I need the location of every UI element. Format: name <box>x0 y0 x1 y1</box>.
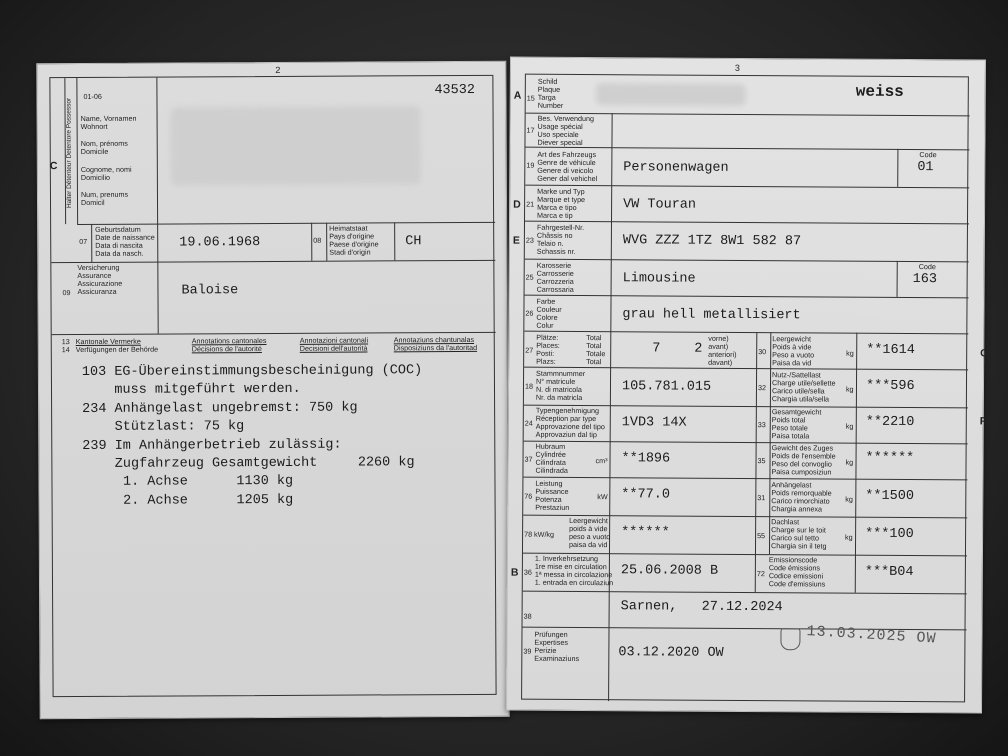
code-72: 72 <box>756 569 765 579</box>
plate-color: weiss <box>855 82 904 101</box>
label-name: Name, Vornamen Wohnort <box>80 113 137 132</box>
remark-line: 234 Anhängelast ungebremst: 750 kg <box>82 400 358 417</box>
roof-load: ***100 <box>865 526 914 543</box>
code-13: 13 <box>61 337 70 347</box>
code-26: 26 <box>525 308 534 318</box>
body-code: 163 <box>912 272 938 288</box>
code-07: 07 <box>79 236 88 247</box>
code-21: 21 <box>526 199 535 209</box>
label-num: Num, prenums Domicil <box>80 189 129 208</box>
label-payload: Nutz-/Sattellast Charge utile/sellette Carico utile/sella Chargia utila/sella <box>771 370 836 404</box>
label-total: Total Total Totale Total <box>586 333 606 367</box>
code-14: 14 <box>61 345 70 355</box>
birth-date: 19.06.1968 <box>179 235 261 251</box>
code-25: 25 <box>525 272 534 282</box>
label-emission: Emissionscode Code émissions Codice emissioni Code d'emissiuns <box>768 555 826 589</box>
remark-line: 2. Achse 1205 kg <box>82 492 294 509</box>
issue-place-date: Sarnen, 27.12.2024 <box>620 599 783 616</box>
code-18: 18 <box>524 381 534 391</box>
label-inspections: Prüfungen Expertises Perizie Examinaziuns <box>534 629 580 663</box>
label-home-state: Heimatstaat Pays d'origine Paese d'origine Stadi d'origin <box>329 223 379 257</box>
label-birth: Geburtsdatum Date de naissance Data di nascita Data da nasch. <box>95 224 155 258</box>
remark-line: 103 EG-Übereinstimmungsbescheinigung (COC) <box>81 363 423 381</box>
remark-line: 1. Achse 1130 kg <box>82 474 294 491</box>
letter-b: B <box>510 566 519 579</box>
code-35: 35 <box>757 456 766 466</box>
label-empty-weight: Leergewicht Poids à vide Peso a vuoto Paisa da vid <box>772 334 815 368</box>
label-first-registration: 1. Inverkehrsetzung 1re mise en circulation 1ª messa in circolazione 1. entrada en circulaziun <box>534 553 614 588</box>
gross-weight: **2210 <box>865 414 915 431</box>
right-frame <box>510 74 989 703</box>
label-seats: Plätze: Places: Posti: Plazs: <box>536 332 560 366</box>
seats-front: 2 <box>694 341 703 357</box>
power-ratio: ****** <box>621 525 670 541</box>
page-number-2: 2 <box>275 64 281 75</box>
code-33: 33 <box>757 420 766 430</box>
make-type: VW Touran <box>623 197 697 213</box>
master-number: 105.781.015 <box>621 379 712 395</box>
label-roof: Dachlast Charge sur le toit Carico sul tetto Chargia sin il tetg <box>770 517 827 551</box>
code-55: 55 <box>757 531 766 541</box>
code-39: 39 <box>523 646 532 656</box>
code-24: 24 <box>524 418 533 428</box>
remark-line: Stützlast: 75 kg <box>82 419 245 436</box>
remark-header-de-2: Verfügungen der Behörde <box>75 344 159 355</box>
unit-kg: kg <box>845 494 853 504</box>
remark-header-de-1: Kantonale Vermerke <box>75 336 141 347</box>
letter-a: A <box>513 89 522 102</box>
label-make: Marke und Typ Marque et type Marca e tipo Marca e tip <box>537 186 586 220</box>
canton-seal-icon <box>780 628 800 650</box>
label-gross: Gesamtgewicht Poids total Peso totale Paisa totala <box>771 407 822 441</box>
code-header-2: Code <box>918 262 936 272</box>
unit-kg: kg <box>845 384 854 394</box>
letter-f: F <box>979 415 987 428</box>
unit-cm3: cm³ <box>595 456 608 466</box>
code-header: Code <box>919 150 937 160</box>
code-76: 76 <box>524 491 533 501</box>
left-frame <box>49 75 496 697</box>
paint-color: grau hell metallisiert <box>622 307 801 324</box>
remark-header-fr: Annotations cantonales Décisions de l'autorité <box>191 336 267 354</box>
code-15: 15 <box>526 93 535 103</box>
home-state: CH <box>405 234 422 250</box>
left-page <box>36 61 509 719</box>
redacted-owner <box>171 106 421 185</box>
insurer: Baloise <box>181 283 239 299</box>
label-insurance: Versicherung Assurance Assicurazione Assicuranza <box>77 262 123 297</box>
code-23: 23 <box>525 235 534 245</box>
body-type: Limousine <box>622 271 696 287</box>
first-registration: 25.06.2008 B <box>620 563 719 579</box>
remark-header-rm: Annotaziuns chantunalas Disposiziuns da l'autoritad <box>393 334 478 353</box>
unit-kg: kg <box>845 457 854 467</box>
holder-vertical-label: Halter Détenteur Detentore Possessor <box>65 97 74 209</box>
letter-d: D <box>513 198 521 211</box>
inspection-stamp: 13.03.2025 OW <box>806 622 937 648</box>
label-displacement: Hubraum Cylindrée Cilindrata Cilindrada <box>535 441 568 475</box>
code-32: 32 <box>757 383 767 393</box>
label-trailer: Anhängelast Poids remorquable Carico rimorchiato Chargia annexa <box>771 480 832 514</box>
power: **77.0 <box>621 487 670 503</box>
right-page <box>506 57 989 714</box>
remark-line: 239 Im Anhängerbetrieb zulässig: <box>82 437 342 454</box>
emission-code: ***B04 <box>864 564 914 581</box>
registration-number: 43532 <box>434 82 475 99</box>
code-36: 36 <box>523 567 532 577</box>
label-nom: Nom, prénoms Domicile <box>80 138 128 157</box>
code-27: 27 <box>525 345 534 355</box>
trailer-load: **1500 <box>865 488 914 505</box>
remarks-list <box>82 362 423 511</box>
unit-kg: kg <box>845 532 853 542</box>
label-ratio: Leergewicht poids à vide peso a vuoto paisa da vid <box>568 515 611 550</box>
label-color: Farbe Couleur Colore Colur <box>536 296 562 330</box>
remark-header-it: Annotazioni cantonali Decisioni dell'autorità <box>299 335 369 353</box>
unit-kg: kg <box>845 421 854 431</box>
code-19: 19 <box>526 160 535 170</box>
seats-total: 7 <box>652 341 661 357</box>
remark-line: Zugfahrzeug Gesamtgewicht 2260 kg <box>82 455 415 473</box>
redacted-plate <box>596 83 746 106</box>
label-power: Leistung Puissance Potenza Prestaziun <box>535 478 570 512</box>
page-number-3: 3 <box>734 62 740 73</box>
label-approval: Typengenehmigung Réception par type Approvazione del tipo Approvaziun dal tip <box>535 405 605 440</box>
payload: ***596 <box>865 378 915 395</box>
code-78: 78 kW/kg <box>524 529 555 539</box>
displacement: **1896 <box>621 451 671 467</box>
chassis-number: WVG ZZZ 1TZ 8W1 582 87 <box>622 233 802 250</box>
vehicle-code: 01 <box>917 160 934 176</box>
label-usage: Bes. Verwendung Usage spécial Uso speciale Diever special <box>537 113 594 147</box>
type-approval: 1VD3 14X <box>621 415 687 431</box>
label-train: Gewicht des Zuges Poids de l'ensemble Peso del convoglio Paisa cumposiziun <box>771 443 836 477</box>
label-master: Stammnummer N° matricule N. di matricola Nr. da matricla <box>535 368 586 402</box>
label-chassis: Fahrgestell-Nr. Châssis no Telaio n. Schassis nr. <box>536 222 585 256</box>
code-09: 09 <box>62 288 71 298</box>
code-37: 37 <box>524 454 533 464</box>
empty-weight: **1614 <box>866 342 915 359</box>
code-31: 31 <box>757 493 766 503</box>
unit-kg: kg <box>846 348 854 358</box>
unit-kw: kW <box>597 492 608 502</box>
code-01-06: 01-06 <box>83 91 102 101</box>
code-17: 17 <box>526 125 535 135</box>
letter-g: G <box>980 347 989 360</box>
label-vehicle-type: Art des Fahrzeugs Genre de véhicule Genere di veicolo Gener dal vehichel <box>537 149 598 184</box>
code-30: 30 <box>758 347 767 357</box>
letter-e: E <box>512 234 520 247</box>
label-front: vorne) avant) anteriori) davant) <box>708 333 737 367</box>
code-38: 38 <box>523 611 532 621</box>
label-cognome: Cognome, nomi Domicilio <box>80 164 132 183</box>
vehicle-type: Personenwagen <box>623 160 729 176</box>
inspection-date: 03.12.2020 OW <box>618 645 724 661</box>
label-plate: Schild Plaque Targa Number <box>537 76 564 110</box>
remark-line: muss mitgeführt werden. <box>81 382 301 399</box>
side-letter-c: C <box>49 160 58 173</box>
label-body: Karosserie Carrosserie Carrozzeria Carrossaria <box>536 260 574 294</box>
train-weight: ****** <box>865 450 915 467</box>
code-08: 08 <box>313 235 322 245</box>
